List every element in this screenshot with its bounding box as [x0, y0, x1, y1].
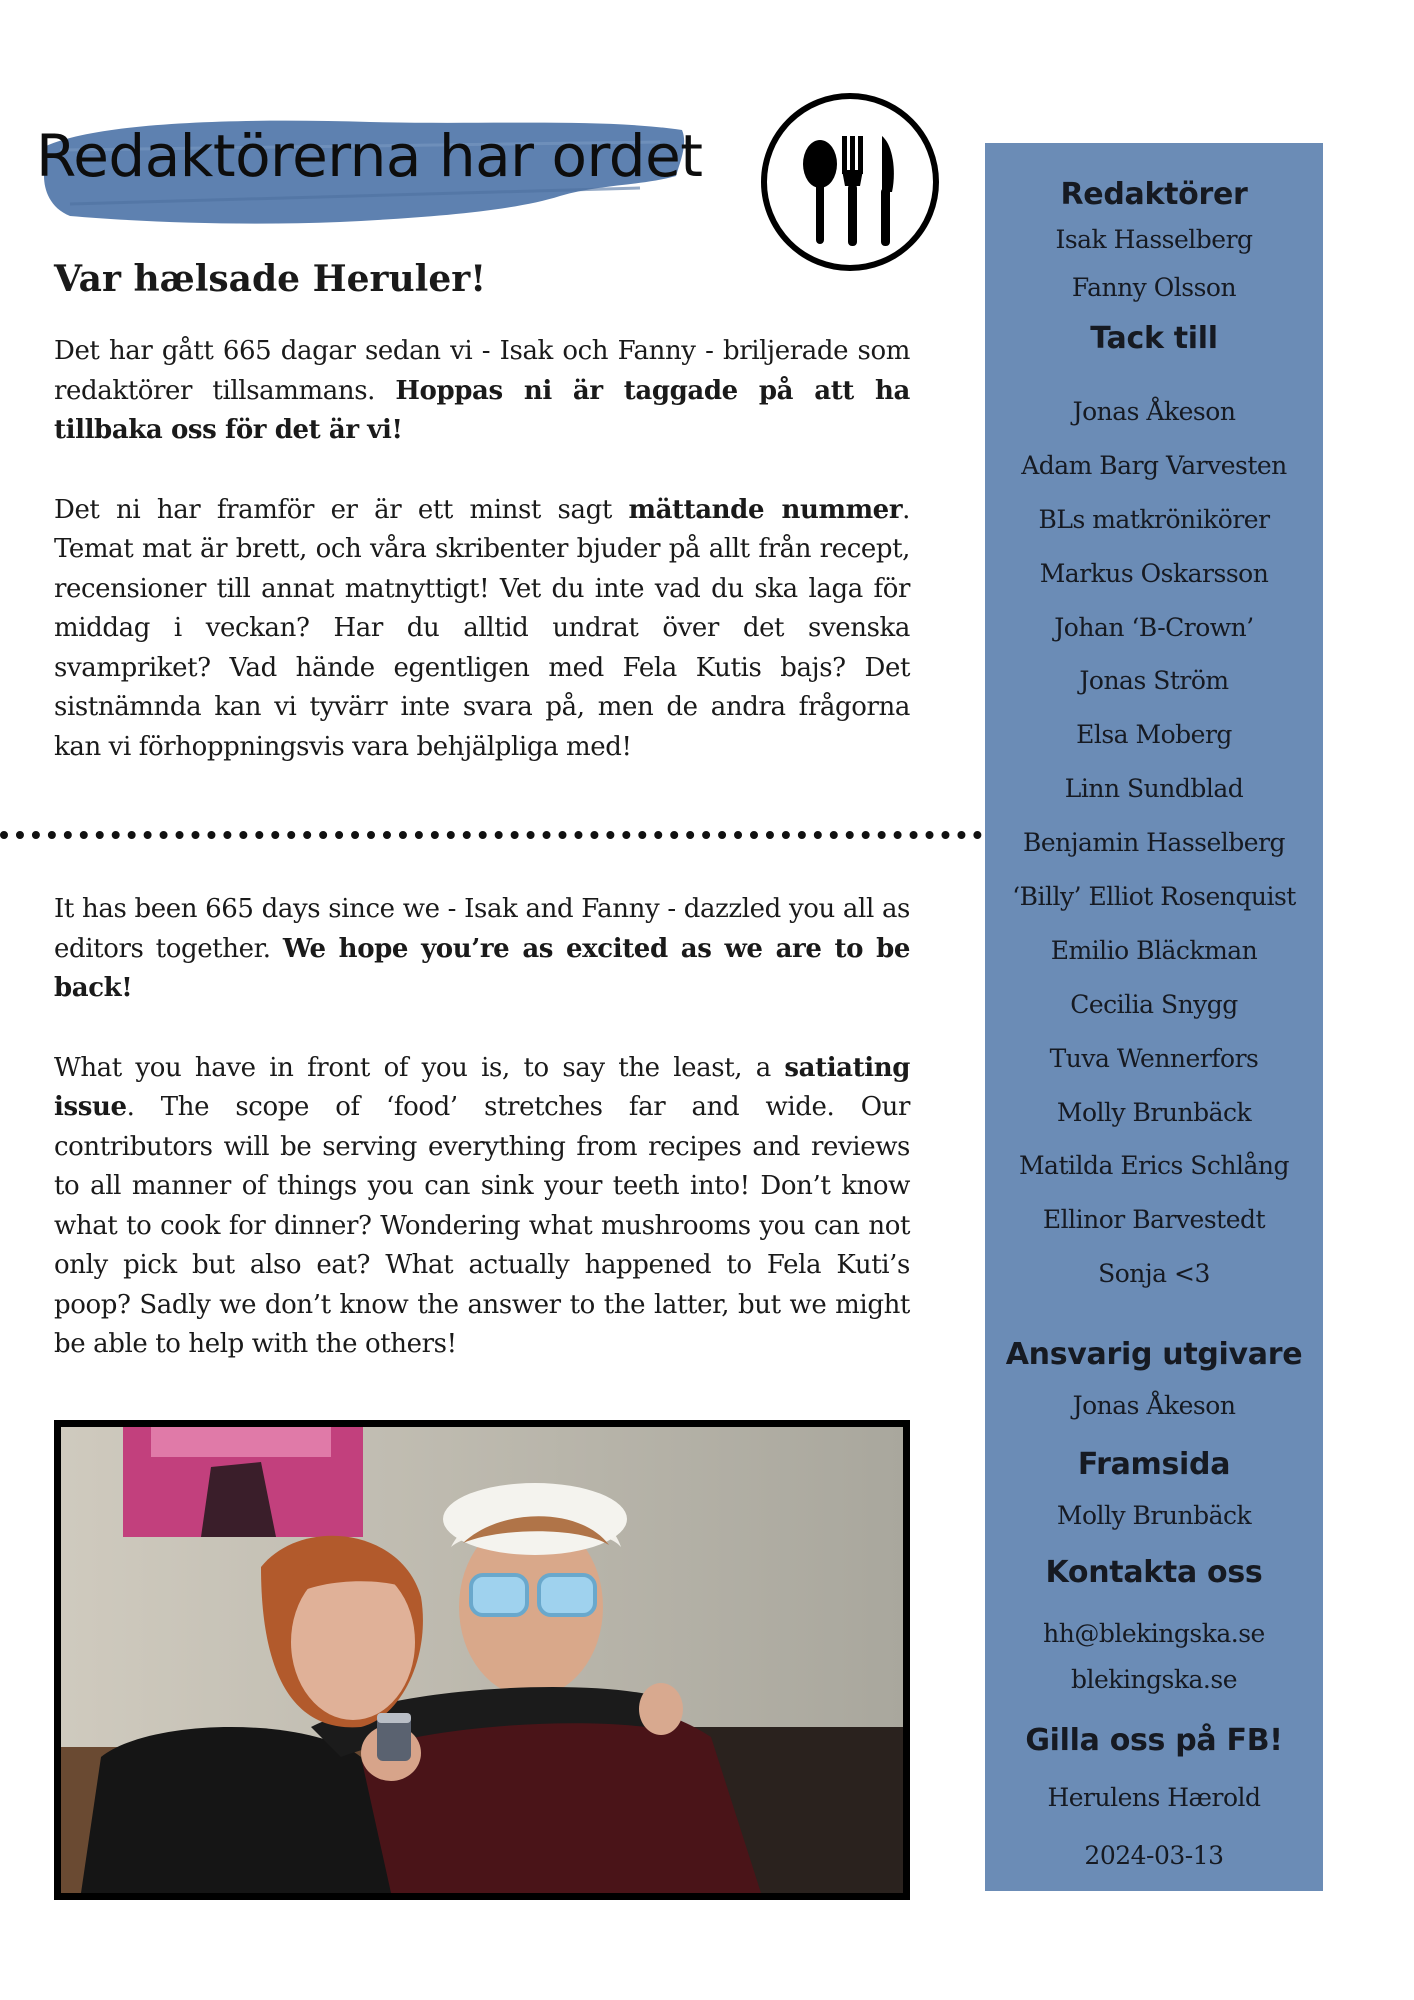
- facebook-page-name[interactable]: Herulens Hærold: [1047, 1783, 1261, 1812]
- thanks-name: Molly Brunbäck: [1056, 1097, 1252, 1127]
- thanks-name: Cecilia Snygg: [1070, 989, 1238, 1019]
- fork-knife-spoon-icon: [758, 90, 942, 274]
- english-text: [54, 890, 910, 1405]
- thanks-name: Johan ‘B-Crown’: [1054, 612, 1254, 642]
- credits-sidebar: [985, 143, 1323, 1891]
- text-emphasis: mättande nummer: [628, 494, 903, 525]
- thanks-name: Linn Sundblad: [1064, 774, 1244, 804]
- cover-artist-name: Molly Brunbäck: [1056, 1501, 1252, 1530]
- text-span: Det har gått 665 dagar sedan vi - Isak och Fanny - briljerade som redaktörer tillsammans.: [54, 336, 910, 406]
- editors-photo-illustration: [61, 1427, 903, 1893]
- editor-name: Isak Hasselberg: [1055, 225, 1253, 254]
- thanks-heading: Tack till: [1090, 321, 1218, 356]
- website-link[interactable]: blekingska.se: [1071, 1665, 1237, 1694]
- publisher-name: Jonas Åkeson: [1072, 1391, 1236, 1420]
- text-span: It has been 665 days since we - Isak and Fanny - dazzled you all as editors together.: [54, 894, 910, 964]
- editors-heading: Redaktörer: [1060, 177, 1248, 212]
- thanks-name: Jonas Ström: [1079, 666, 1229, 696]
- publisher-heading: Ansvarig utgivare: [1005, 1337, 1303, 1372]
- thanks-name: Adam Barg Varvesten: [1021, 450, 1287, 480]
- issue-date: 2024-03-13: [1084, 1841, 1224, 1870]
- english-paragraph-1: [54, 890, 910, 1009]
- thanks-name: Matilda Erics Schlång: [1018, 1151, 1290, 1181]
- thanks-name: ‘Billy’ Elliot Rosenquist: [1012, 882, 1296, 912]
- text-span: What you have in front of you is, to say the least, a: [54, 1052, 785, 1083]
- thanks-list: [985, 395, 1323, 1311]
- contact-heading: Kontakta oss: [1045, 1555, 1263, 1590]
- english-paragraph-2: [54, 1049, 910, 1365]
- thanks-name: Ellinor Barvestedt: [1042, 1205, 1266, 1235]
- greeting-heading: Var hælsade Heruler!: [54, 258, 487, 300]
- swedish-text: [54, 332, 910, 807]
- thanks-name: Tuva Wennerfors: [1049, 1043, 1259, 1073]
- cover-heading: Framsida: [1077, 1447, 1231, 1482]
- thanks-name: Jonas Åkeson: [1072, 397, 1236, 426]
- text-span: Det ni har framför er är ett minst sagt: [54, 494, 629, 525]
- text-span: . Temat mat är brett, och våra skribenter bjuder på allt från recept, recensioner till annat matnyttigt! Vet du inte vad du ska laga för middag i veckan? Har du alltid undrat över det svenska svampriket? Vad hände egentligen med Fela Kutis bajs? Det sistnämnda kan vi tyvärr inte svara på, men de andra frågorna kan vi förhoppningsvis vara behjälpliga med!: [54, 494, 910, 762]
- page-title: Redaktörerna har ordet: [36, 122, 703, 190]
- text-emphasis: We hope you’re as excited as we are to be back!: [54, 933, 910, 1003]
- editors-photo: [54, 1420, 910, 1900]
- text-span: . The scope of ‘food’ stretches far and wide. Our contributors will be serving everything from recipes and reviews to all manner of things you can sink your teeth into! Don’t know what to cook for dinner? Wondering what mushrooms you can not only pick but also eat? What actually happened to Fela Kuti’s poop? Sadly we don’t know the answer to the latter, but we might be able to help with the others!: [54, 1092, 910, 1359]
- thanks-name: BLs matkrönikörer: [1038, 504, 1270, 534]
- thanks-name: Emilio Bläckman: [1050, 935, 1258, 965]
- editor-name: Fanny Olsson: [1071, 273, 1237, 302]
- thanks-name: Markus Oskarsson: [1039, 558, 1269, 588]
- dotted-divider: [0, 831, 982, 839]
- swedish-paragraph-1: [54, 332, 910, 451]
- swedish-paragraph-2: [54, 491, 910, 768]
- thanks-name: Elsa Moberg: [1076, 720, 1232, 750]
- contact-email[interactable]: hh@blekingska.se: [1043, 1619, 1265, 1648]
- text-emphasis: satiating issue: [54, 1052, 910, 1122]
- thanks-name: Benjamin Hasselberg: [1022, 828, 1286, 858]
- text-emphasis: Hoppas ni är taggade på att ha tillbaka oss för det är vi!: [54, 375, 910, 445]
- thanks-name: Sonja <3: [1098, 1259, 1210, 1289]
- facebook-heading: Gilla oss på FB!: [1025, 1723, 1283, 1758]
